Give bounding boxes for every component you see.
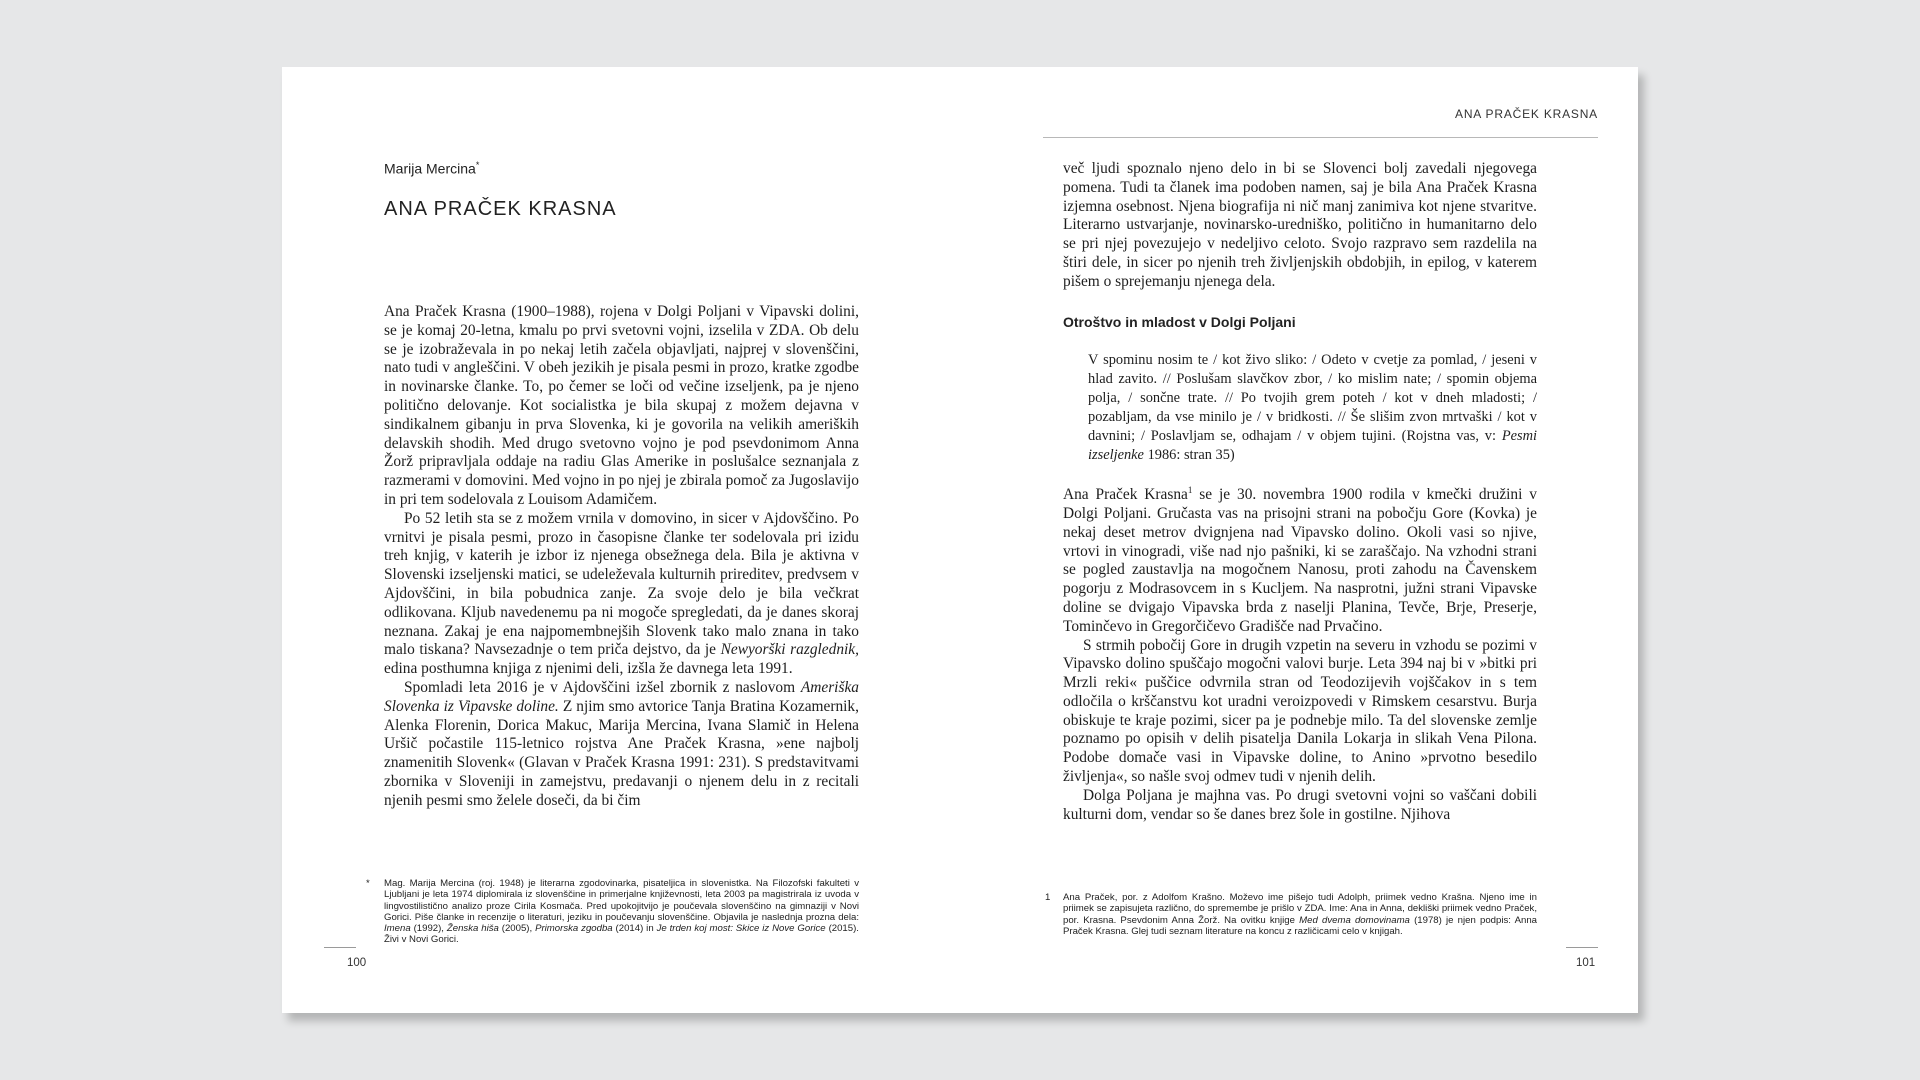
right-intro-text: [1063, 160, 1537, 292]
author-name: Marija Mercina*: [384, 160, 480, 177]
left-paragraph-1: Ana Praček Krasna (1900–1988), rojena v Dolgi Poljani v Vipavski dolini, se je komaj 20-letna, kmalu po prvi svetovni vojni, izselila v ZDA. Ob delu se je izobraževala in po nekaj letih začela objavljati, najprej v slovenščini, nato tudi v angleščini. V obeh jezikih je pisala pesmi in prozo, kratke zgodbe in novinarske članke. To, po čemer se loči od večine izseljenk, pa je njeno politično delovanje. Kot socialistka je bila skupaj z možem dejavna v sindikalnem gibanju in prva Slovenka, ki je govorila na velikih ameriških delavskih shodih. Med drugo svetovno vojno je pod psevdonimom Anna Žorž pripravljala oddaje na radiu Glas Amerike in poslušalce seznanjala z razmerami v domovini. Med vojno in po njej je zbirala pomoč za Jugoslavijo in pri tem sodelovala z Louisom Adamičem.: [384, 303, 859, 508]
right-page-number: 101: [1576, 957, 1596, 969]
running-head: ANA PRAČEK KRASNA: [1455, 107, 1598, 121]
footnote-mark: *: [366, 878, 370, 889]
left-page-rule: [324, 947, 356, 948]
left-paragraph-3: Spomladi leta 2016 je v Ajdovščini izšel zbornik z naslovom Ameriška Slovenka iz Vipavske doline. Z njim smo avtorice Tanja Bratina Kozamernik, Alenka Florenin, Dorica Makuc, Marija Mercina, Ivana Slamič in Helena Uršič počastile 115-letnico rojstva Ane Praček Krasna, »ene najbolj znamenitih Slovenk« (Glavan v Praček Krasna 1991: 231). S predstavitvami zbornika v Sloveniji in zamejstvu, predavanji o njenem delu in z recitali njenih pesmi smo želele doseči, da bi čim: [384, 678, 859, 809]
left-page-number: 100: [347, 957, 367, 969]
footnote-number: 1: [1045, 892, 1051, 903]
poem-quote: V spominu nosim te / kot živo sliko: / Odeto v cvetje za pomlad, / jeseni v hlad zavito. // Poslušam slavčkov zbor, / ko mislim nate; / spomin objema polja, / sončne trate. // Po tvojih grem poteh / kot v dneh mladosti; / pozabljam, da vse minilo je / v bridkosti. // Še slišim zvon mrtvaški / kot v davnini; / Poslavljam se, odhajam / v objem tujini. (Rojstna vas, v: Pesmi izseljenke 1986: stran 35): [1088, 352, 1537, 463]
left-footnote: * Mag. Marija Mercina (roj. 1948) je literarna zgodovinarka, pisateljica in slovenistka. Na Filozofski fakulteti v Ljubljani je leta 1974 diplomirala iz slovenščine in primerjalne književnosti, leta 2003 pa magistrirala iz uvoda v lingvostilistično analizo proze Cirila Kosmača. Pred upokojitvijo je poučevala slovenščino na gimnaziji v Novi Gorici. Piše članke in recenzije o literaturi, jeziku in poučevanju slovenščine. Objavila je naslednja prozna dela: Imena (1992), Ženska hiša (2005), Primorska zgodba (2014) in Je trden koj most: Skice iz Nove Gorice (2015). Živi v Novi Gorici.: [366, 878, 859, 946]
book-spread: [282, 67, 1638, 1013]
left-paragraph-2: Po 52 letih sta se z možem vrnila v domovino, in sicer v Ajdovščino. Po vrnitvi je pisala pesmi, prozo in časopisne članke ter sodelovala pri izidu treh knjig, v katerih je izbor iz njenega obsežnega dela. Bila je aktivna v Slovenski izseljenski matici, se udeleževala kulturnih prireditev, predvsem v Ajdovščini, in bila pobudnica zanje. Za svoje delo je bila večkrat odlikovana. Kljub navedenemu pa ni mogoče spregledati, da je danes skoraj neznana. Zakaj je ena najpomembnejših Slovenk tako malo znana in tako malo tiskana? Navsezadnje o tem priča dejstvo, da je Newyorški razglednik, edina posthumna knjiga z njenimi deli, izšla že davnega leta 1991.: [384, 509, 859, 678]
right-paragraph-3: Dolga Poljana je majhna vas. Po drugi svetovni vojni so vaščani dobili kulturni dom, vendar so še danes brez šole in gostilne. Njihova: [1063, 786, 1537, 823]
right-intro-paragraph: več ljudi spoznalo njeno delo in bi se Slovenci bolj zavedali njegovega pomena. Tudi ta članek ima podoben namen, saj je bila Ana Praček Krasna izjemna osebnost. Njena biografija ni nič manj zanimiva kot njene stvaritve. Literarno ustvarjanje, novinarsko-uredniško, politično in humanitarno delo se pri njej povezujejo v nedeljivo celoto. Svojo razpravo sem razdelila na štiri dele, in sicer po njenih treh življenjskih obdobjih, in epilog, v katerem pišem o sprejemanju njenega dela.: [1063, 160, 1537, 290]
section-subheading: Otroštvo in mladost v Dolgi Poljani: [1063, 314, 1296, 330]
right-paragraph-2: S strmih pobočij Gore in drugih vzpetin na severu in vzhodu se pozimi v Vipavsko dolino spuščajo mogočni valovi burje. Leta 394 naj bi v »bitki pri Mrzli reki« puščice odvrnila stran od Teodozijevih vojščakov in s tem odločila o krščanstvu kot uradni veroizpovedi v Rimskem cesarstvu. Burja obiskuje te kraje pozimi, sicer pa je podnebje milo. Ta del slovenske zemlje poznamo po opisih v delih pisatelja Danila Lokarja in slikah Vena Pilona. Podobe domače vasi in Vipavske doline, to Anino »prvotno besedilo življenja«, so našle svoj odmev tudi v njenih delih.: [1063, 636, 1537, 786]
author-footnote-mark: *: [475, 160, 480, 170]
right-body-text: [1063, 481, 1537, 824]
running-head-rule: [1043, 137, 1598, 138]
right-paragraph-1: Ana Praček Krasna$^1$ se je 30. novembra 1900 rodila v kmečki družini v Dolgi Poljani. Gručasta vas na prisojni strani na pobočju Gore (Kovka) je nekaj deset metrov dvignjena nad Vipavsko dolino. Okoli vasi so njive, vrtovi in vinogradi, više nad njo pašniki, ki se zaraščajo. Na vzhodni strani se pogled zaustavlja na mogočnem Nanosu, proti zahodu na Čavenskem pogorju z Modrasovcem in s Kucljem. Na nasprotni, južni strani Vipavske doline se dvigajo Vipavska brda z naselji Planina, Tevče, Brje, Preserje, Tominčevo in Gregorčičevo Gradišče nad Prvačino.: [1063, 485, 1537, 635]
right-page-rule: [1566, 947, 1598, 948]
right-footnote: 1 Ana Praček, por. z Adolfom Krašno. Moževo ime pišejo tudi Adolph, priimek vedno Krašna. Njeno ime in priimek se zapisujeta različno, do spremembe je prišlo v ZDA. Ime: Ana in Anna, dekliški priimek vedno Praček, por. Krasna. Psevdonim Anna Žorž. Na ovitku knjige Med dvema domovinama (1978) je njen podpis: Anna Praček Krasna. Glej tudi seznam literature na koncu z različicami celo v knjigah.: [1045, 892, 1537, 937]
footnote-ref-1: 1: [1187, 485, 1193, 495]
left-body-text: [384, 303, 859, 811]
chapter-title: ANA PRAČEK KRASNA: [384, 198, 617, 220]
